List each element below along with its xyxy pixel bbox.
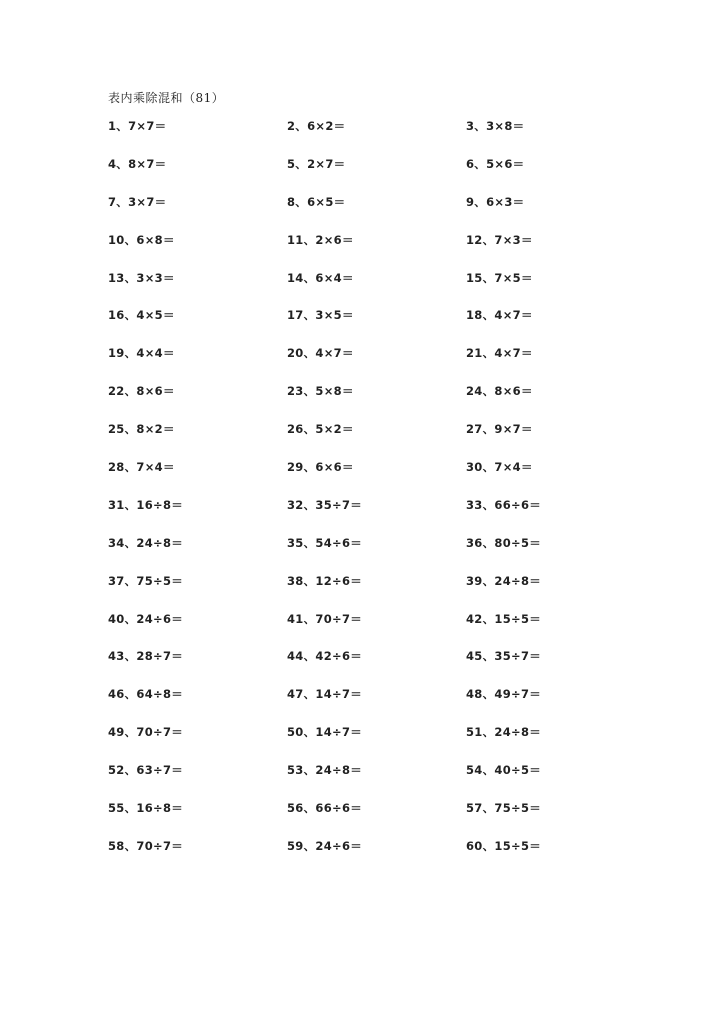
problem-item: 14、6×4＝ (287, 270, 354, 285)
problem-item: 7、3×7＝ (108, 194, 167, 209)
problem-item: 20、4×7＝ (287, 346, 354, 361)
problem-item: 49、70÷7＝ (108, 725, 184, 740)
problem-item: 33、66÷6＝ (466, 497, 542, 512)
problem-item: 19、4×4＝ (108, 346, 175, 361)
problem-item: 22、8×6＝ (108, 384, 175, 399)
problem-item: 27、9×7＝ (466, 422, 533, 437)
problem-row (108, 573, 668, 611)
problem-row (108, 611, 668, 649)
problem-row (108, 421, 668, 459)
problem-row (108, 724, 668, 762)
problem-row (108, 345, 668, 383)
problem-item: 26、5×2＝ (287, 422, 354, 437)
problem-item: 18、4×7＝ (466, 308, 533, 323)
problem-item: 43、28÷7＝ (108, 649, 184, 664)
problem-item: 51、24÷8＝ (466, 725, 542, 740)
page-title: 表内乘除混和（81） (108, 91, 225, 105)
problem-item: 45、35÷7＝ (466, 649, 542, 664)
problem-item: 30、7×4＝ (466, 460, 533, 475)
problem-item: 55、16÷8＝ (108, 801, 184, 816)
problem-item: 4、8×7＝ (108, 156, 167, 171)
problem-row (108, 686, 668, 724)
problem-item: 35、54÷6＝ (287, 535, 363, 550)
problem-item: 8、6×5＝ (287, 194, 346, 209)
problem-item: 25、8×2＝ (108, 422, 175, 437)
problem-item: 9、6×3＝ (466, 194, 525, 209)
problem-item: 41、70÷7＝ (287, 611, 363, 626)
problem-item: 17、3×5＝ (287, 308, 354, 323)
problem-item: 38、12÷6＝ (287, 573, 363, 588)
problem-item: 3、3×8＝ (466, 119, 525, 133)
problem-row (108, 270, 668, 308)
problem-item: 6、5×6＝ (466, 156, 525, 171)
problem-row (108, 497, 668, 535)
problem-row (108, 194, 668, 232)
problem-item: 28、7×4＝ (108, 460, 175, 475)
problem-item: 53、24÷8＝ (287, 763, 363, 778)
problem-item: 31、16÷8＝ (108, 497, 184, 512)
problem-grid (108, 118, 668, 876)
problem-item: 40、24÷6＝ (108, 611, 184, 626)
problem-row (108, 762, 668, 800)
problem-row (108, 648, 668, 686)
problem-item: 46、64÷8＝ (108, 687, 184, 702)
problem-item: 37、75÷5＝ (108, 573, 184, 588)
problem-item: 5、2×7＝ (287, 156, 346, 171)
problem-item: 58、70÷7＝ (108, 838, 184, 853)
problem-item: 36、80÷5＝ (466, 535, 542, 550)
problem-item: 10、6×8＝ (108, 232, 175, 247)
problem-item: 52、63÷7＝ (108, 763, 184, 778)
problem-item: 11、2×6＝ (287, 232, 354, 247)
problem-row (108, 459, 668, 497)
problem-item: 54、40÷5＝ (466, 763, 542, 778)
problem-item: 56、66÷6＝ (287, 801, 363, 816)
problem-item: 32、35÷7＝ (287, 497, 363, 512)
problem-row (108, 232, 668, 270)
problem-row (108, 156, 668, 194)
problem-item: 57、75÷5＝ (466, 801, 542, 816)
problem-row (108, 383, 668, 421)
problem-item: 12、7×3＝ (466, 232, 533, 247)
problem-row (108, 118, 668, 156)
problem-item: 42、15÷5＝ (466, 611, 542, 626)
problem-item: 16、4×5＝ (108, 308, 175, 323)
problem-item: 48、49÷7＝ (466, 687, 542, 702)
problem-row (108, 307, 668, 345)
problem-item: 1、7×7＝ (108, 119, 167, 133)
problem-item: 2、6×2＝ (287, 119, 346, 133)
problem-item: 59、24÷6＝ (287, 838, 363, 853)
problem-item: 44、42÷6＝ (287, 649, 363, 664)
problem-item: 60、15÷5＝ (466, 838, 542, 853)
problem-item: 15、7×5＝ (466, 270, 533, 285)
problem-item: 34、24÷8＝ (108, 535, 184, 550)
problem-item: 39、24÷8＝ (466, 573, 542, 588)
problem-item: 50、14÷7＝ (287, 725, 363, 740)
problem-item: 24、8×6＝ (466, 384, 533, 399)
problem-item: 13、3×3＝ (108, 270, 175, 285)
problem-item: 23、5×8＝ (287, 384, 354, 399)
problem-row (108, 838, 668, 876)
problem-item: 21、4×7＝ (466, 346, 533, 361)
problem-row (108, 535, 668, 573)
problem-item: 29、6×6＝ (287, 460, 354, 475)
problem-row (108, 800, 668, 838)
problem-item: 47、14÷7＝ (287, 687, 363, 702)
